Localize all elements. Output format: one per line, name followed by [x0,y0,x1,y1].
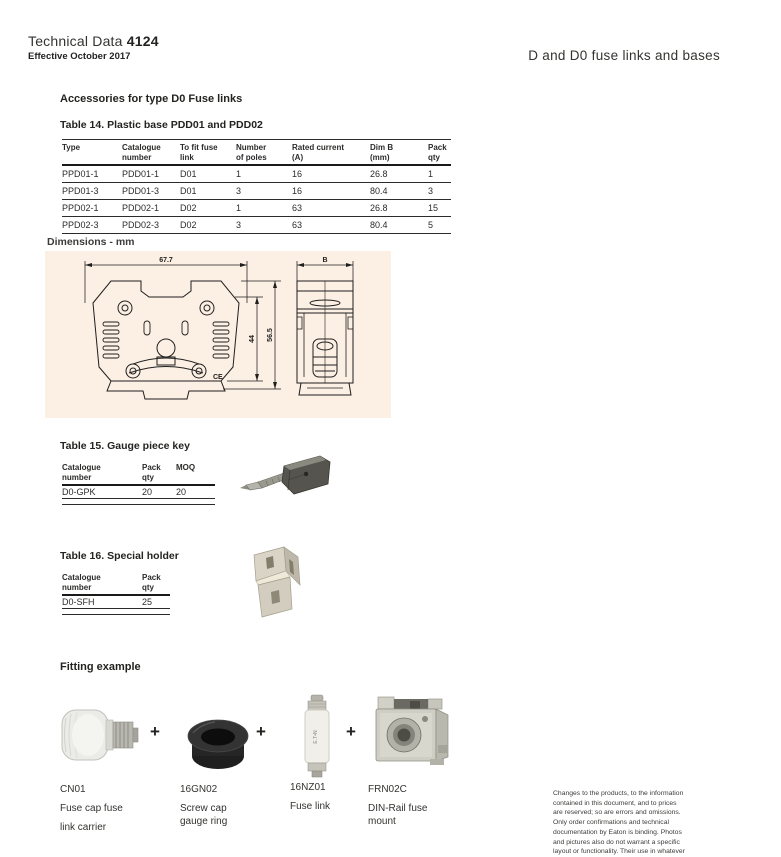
dim-height-inner-label: 44 [249,335,256,343]
front-view-drawing [85,257,281,399]
dim-width-label: 67.7 [159,257,173,264]
document-title-text: Technical Data [28,33,123,49]
table14-col-type: Type [62,140,122,166]
disclaimer-line: layout or functionality. Their use in whatever [553,848,685,856]
disclaimer-line: Changes to the products, to the information [553,790,684,797]
fitting-item-code: FRN02C [368,784,407,795]
legal-disclaimer [553,789,773,857]
fitting-item-desc: mount [368,816,396,827]
table16-col-catalogue: Catalogue number [62,570,142,595]
dimensions-drawing-box [45,251,391,418]
table14-col-catalogue: Catalogue number [122,140,180,166]
table14-col-pack: Pack qty [428,140,451,166]
table15 [62,460,215,505]
din-rail-mount-photo [370,695,452,772]
fitting-example-heading: Fitting example [60,661,141,673]
fuse-link-photo [298,694,336,783]
table14-col-fitfuse: To fit fuse link [180,140,236,166]
gauge-piece-key-photo [238,452,333,507]
disclaimer-line: and pictures also do not warrant a specific [553,838,680,846]
table16-title: Table 16. Special holder [60,550,179,562]
table15-title: Table 15. Gauge piece key [60,440,190,452]
fitting-item-desc: gauge ring [180,816,228,827]
fitting-item-desc: DIN-Rail fuse [368,803,428,814]
special-holder-photo [240,545,310,632]
table-row: D0-SFH 25 [62,595,170,608]
table14-header-row [62,140,451,166]
disclaimer-line: documentation by Eaton is binding. Photos [553,828,682,836]
effective-date: Effective October 2017 [28,51,131,62]
table-row: PPD02-1 PDD02-1 D02 1 63 26.8 15 [62,199,451,216]
disclaimer-line: Only order confirmations and technical [553,819,669,827]
table16-header-row [62,570,170,595]
page-title: D and D0 fuse links and bases [528,48,720,63]
table14-col-current: Rated current (A) [292,140,370,166]
fitting-item-desc: link carrier [60,822,107,833]
table15-col-moq: MOQ [176,460,215,485]
disclaimer-line: contained in this document, and to prices [553,799,677,807]
table15-col-catalogue: Catalogue number [62,460,142,485]
table-spacer-row [62,498,215,504]
disclaimer-line: are reserved; so are errors and omissions. [553,809,681,817]
plus-sign: + [150,722,160,741]
dim-side-width-label: B [322,257,328,264]
plus-sign: + [256,722,266,741]
section-heading-accessories: Accessories for type D0 Fuse links [60,93,243,105]
table16 [62,570,170,615]
table14 [62,139,451,234]
gauge-ring-photo [181,706,256,781]
table14-title: Table 14. Plastic base PDD01 and PDD02 [60,119,263,131]
svg-text:E.T•N: E.T•N [313,730,319,744]
fitting-item-code: CN01 [60,784,86,795]
fuse-cap-photo [58,704,142,771]
table15-col-pack: Pack qty [142,460,176,485]
dimension-drawings [45,251,391,418]
plus-sign: + [346,722,356,741]
table-spacer-row [62,608,170,614]
document-title [28,33,159,49]
side-view-drawing [297,257,353,395]
fitting-item-desc: Fuse link [290,801,331,812]
table14-col-dimb: Dim B (mm) [370,140,428,166]
document-number: 4124 [126,33,159,49]
fitting-item-code: 16GN02 [180,784,218,795]
fitting-item-desc: Screw cap [180,803,227,814]
table16-col-pack: Pack qty [142,570,170,595]
ce-mark-label: CE [213,374,223,381]
table-row: PPD01-1 PDD01-1 D01 1 16 26.8 1 [62,165,451,182]
table15-header-row [62,460,215,485]
table14-col-poles: Number of poles [236,140,292,166]
dim-height-outer-label: 56.5 [267,328,274,342]
table-row: D0-GPK 20 20 [62,485,215,498]
table-row: PPD02-3 PDD02-3 D02 3 63 80.4 5 [62,216,451,233]
dimensions-heading: Dimensions - mm [47,236,135,248]
table-row: PPD01-3 PDD01-3 D01 3 16 80.4 3 [62,182,451,199]
fitting-item-desc: Fuse cap fuse [60,803,123,814]
fitting-item-code: 16NZ01 [290,782,326,793]
